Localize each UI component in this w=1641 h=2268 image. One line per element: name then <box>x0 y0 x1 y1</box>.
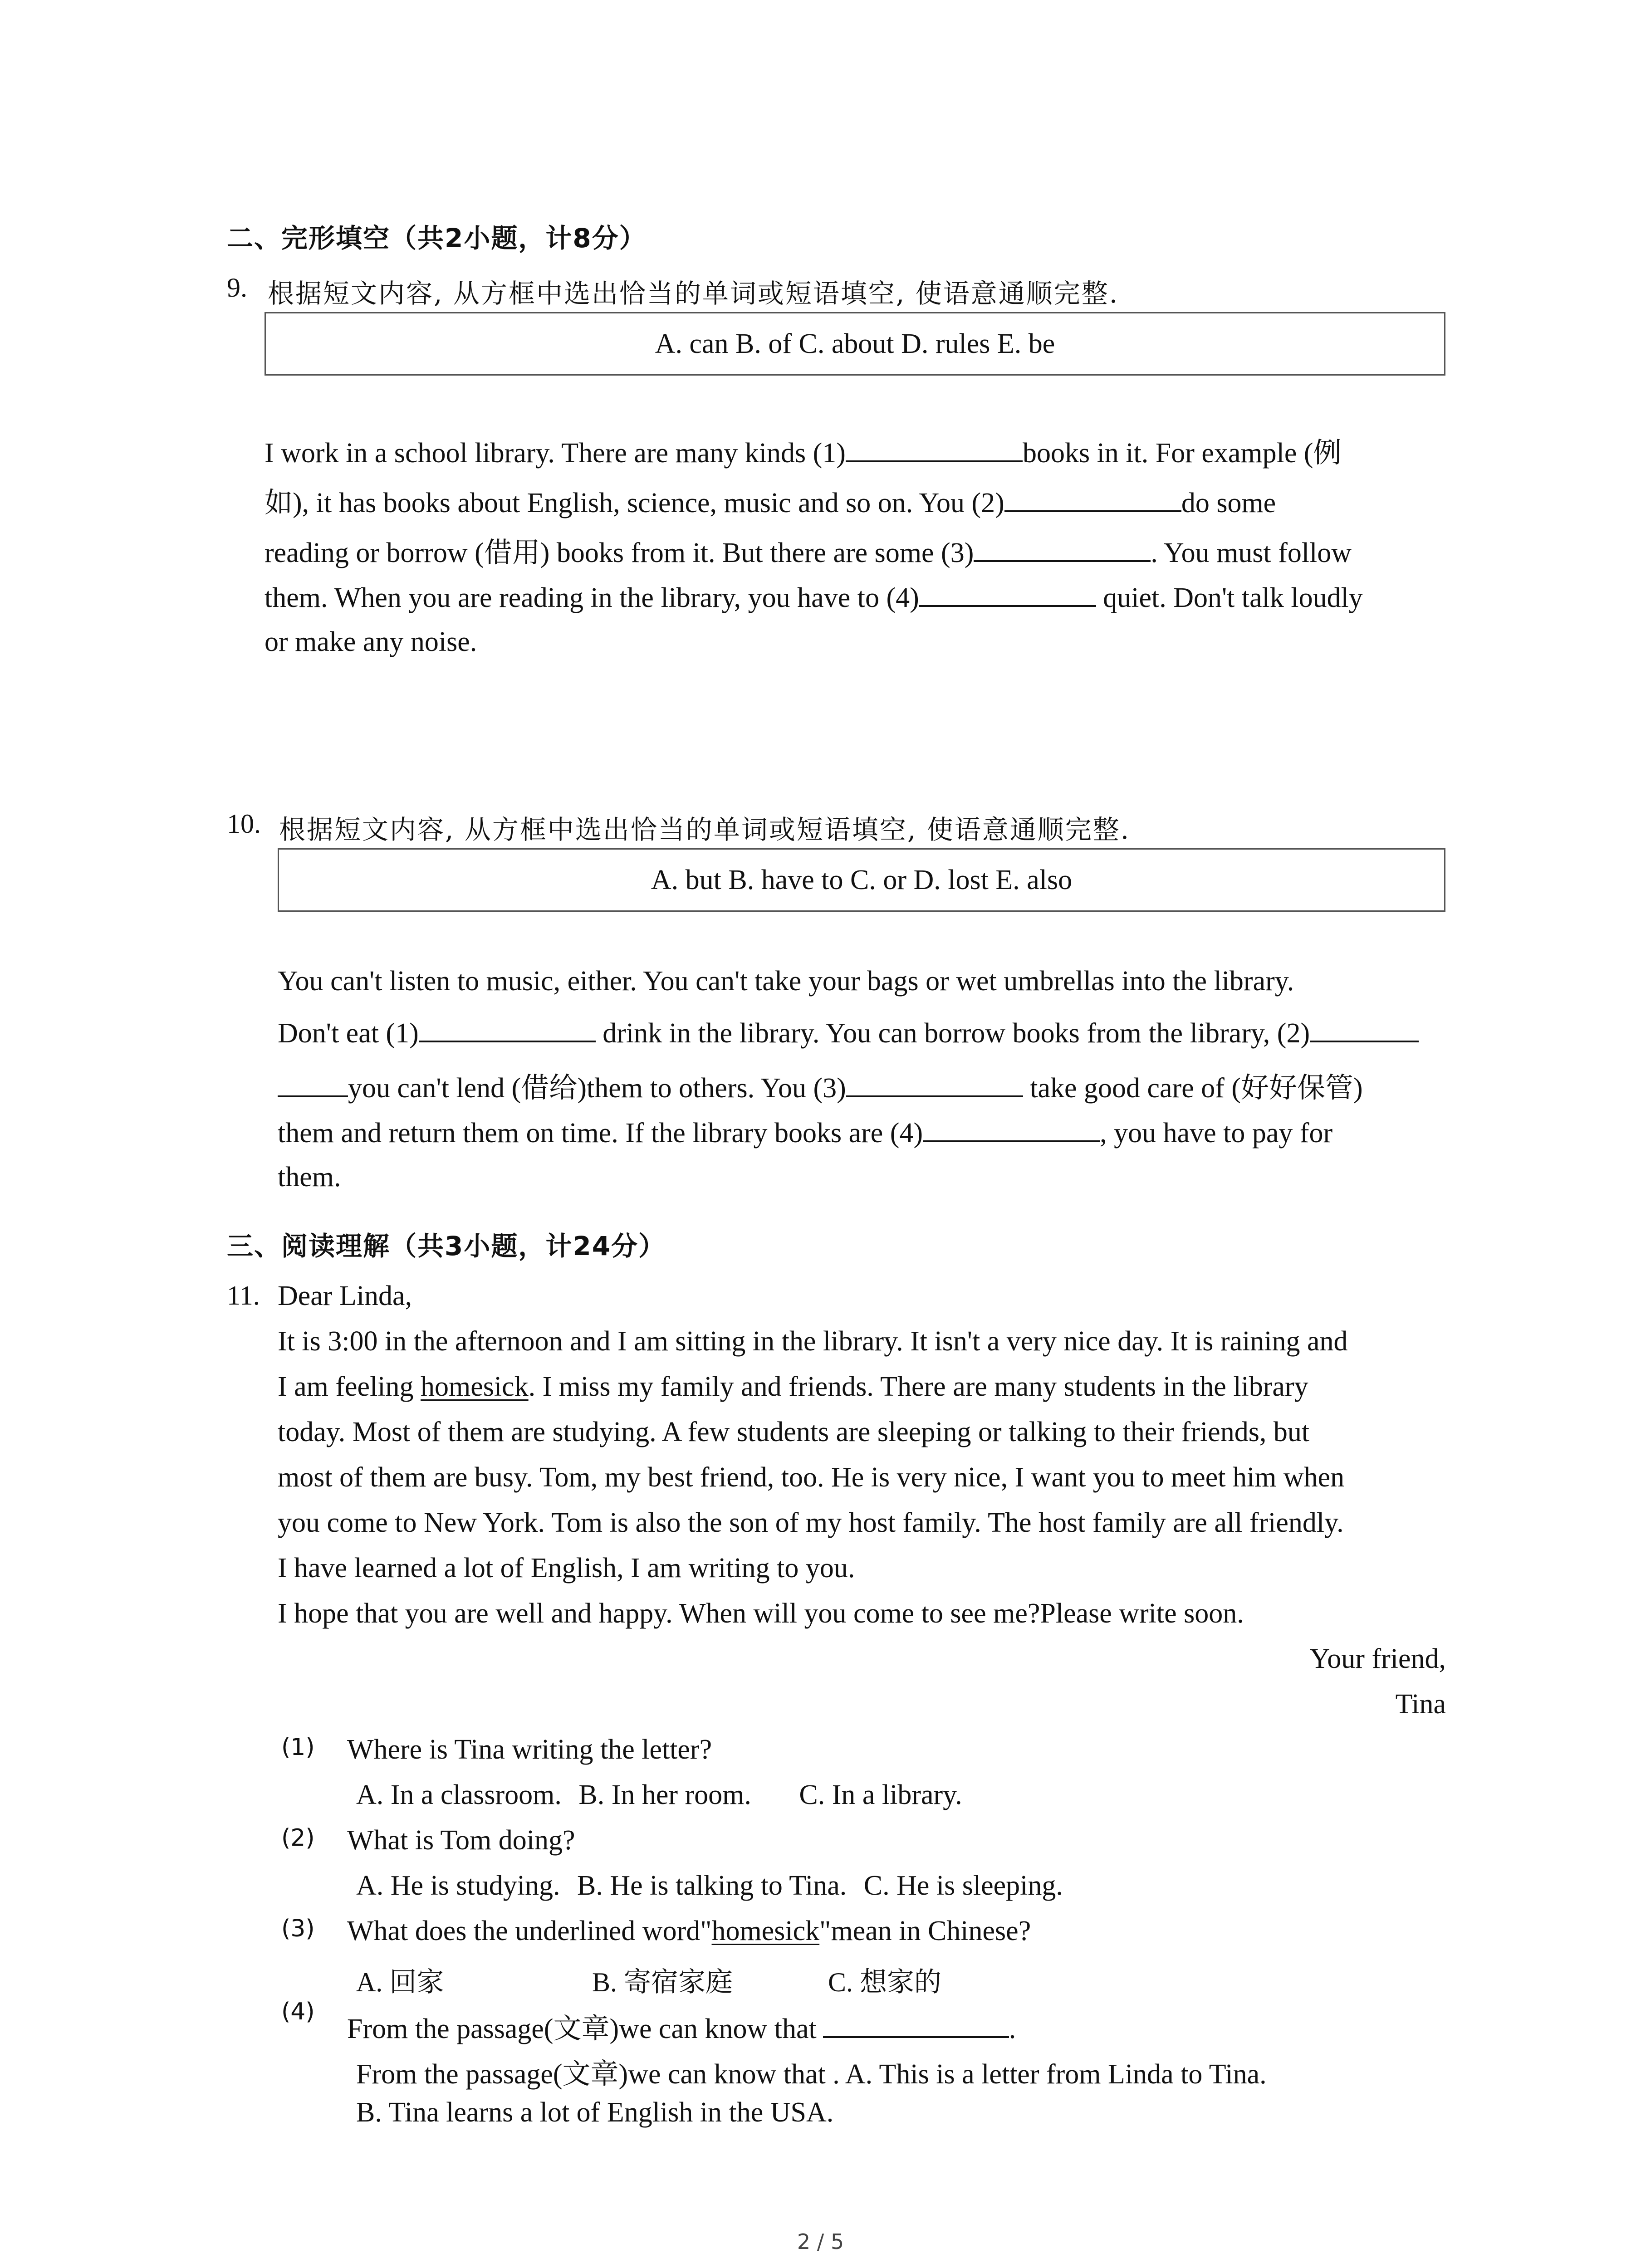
blank-2-start[interactable] <box>1310 1015 1419 1042</box>
passage-text: them and return them on time. If the library books are (4) <box>278 1118 923 1149</box>
subquestion-1-number: (1) <box>281 1734 315 1761</box>
letter-text: . I miss my family and friends. There are many students in the library <box>528 1371 1308 1402</box>
page-number: 2 / 5 <box>797 2229 844 2254</box>
passage-text: You can't listen to music, either. You can't take your bags or wet umbrellas into the library. <box>278 966 1294 997</box>
question-9-number: 9. <box>227 273 247 303</box>
blank-3[interactable] <box>846 1070 1023 1097</box>
option-c[interactable]: C. He is sleeping. <box>863 1870 1063 1901</box>
passage-text: do some <box>1181 488 1276 518</box>
letter-line: today. Most of them are studying. A few students are sleeping or talking to their friends, but <box>278 1417 1310 1447</box>
passage-text: take good care of (好好保管) <box>1023 1073 1363 1104</box>
word-box-options: A. can B. of C. about D. rules E. be <box>655 328 1055 359</box>
passage-text: I work in a school library. There are many kinds (1) <box>265 438 846 469</box>
subquestion-1-text: Where is Tina writing the letter? <box>347 1734 712 1765</box>
question-text: "mean in Chinese? <box>819 1916 1031 1946</box>
passage-text: books in it. For example (例 <box>1022 438 1342 469</box>
passage-text: you can't lend (借给)them to others. You (3) <box>348 1073 846 1104</box>
subquestion-3-options <box>356 1960 941 1999</box>
question-11-number: 11. <box>227 1281 260 1310</box>
passage-text: quiet. Don't talk loudly <box>1096 582 1363 613</box>
passage-text: . You must follow <box>1151 538 1352 568</box>
passage-text: or make any noise. <box>265 626 477 657</box>
blank-2[interactable] <box>1004 485 1181 512</box>
subquestion-4-extra-2: B. Tina learns a lot of English in the USA. <box>356 2097 834 2128</box>
blank-1[interactable] <box>846 435 1023 462</box>
option-c[interactable]: C. In a library. <box>799 1779 962 1810</box>
subquestion-2-number: (2) <box>281 1824 315 1852</box>
blank-4[interactable] <box>923 1115 1100 1142</box>
option-b[interactable]: B. He is talking to Tina. <box>577 1870 847 1901</box>
question-9-word-box <box>265 312 1445 376</box>
letter-line: I have learned a lot of English, I am writing to you. <box>278 1553 855 1584</box>
subquestion-4-number: (4) <box>281 1998 315 2025</box>
passage-text: 如), it has books about English, science, music and so on. You (2) <box>265 488 1004 518</box>
section-title-cloze: 二、完形填空（共2小题，计8分） <box>227 223 647 254</box>
option-a[interactable]: A. He is studying. <box>356 1870 560 1901</box>
subquestion-3-text <box>347 1915 1031 1947</box>
option-a[interactable]: A. 回家 <box>356 1967 444 1997</box>
underlined-word: homesick <box>711 1916 820 1946</box>
letter-signature: Tina <box>1395 1689 1446 1720</box>
option-b[interactable]: B. In her room. <box>578 1779 751 1810</box>
blank-2-end[interactable] <box>278 1070 348 1097</box>
subquestion-3-number: (3) <box>281 1915 315 1942</box>
letter-line: you come to New York. Tom is also the son of my host family. The host family are all friendly. <box>278 1507 1344 1538</box>
subquestion-4-text <box>347 2006 1016 2046</box>
passage-text: them. <box>278 1162 341 1193</box>
letter-line: I hope that you are well and happy. When will you come to see me?Please write soon. <box>278 1598 1244 1629</box>
letter-line <box>278 1371 1308 1403</box>
option-b[interactable]: B. 寄宿家庭 <box>592 1967 733 1997</box>
passage-text: , you have to pay for <box>1100 1118 1333 1149</box>
letter-line: most of them are busy. Tom, my best friend, too. He is very nice, I want you to meet him when <box>278 1462 1345 1493</box>
option-c[interactable]: C. 想家的 <box>828 1967 942 1997</box>
question-10-number: 10. <box>227 809 261 839</box>
blank-4[interactable] <box>919 580 1096 607</box>
letter-greeting: Dear Linda, <box>278 1281 412 1311</box>
blank-1[interactable] <box>419 1015 596 1042</box>
passage-text: reading or borrow (借用) books from it. But there are some (3) <box>265 538 974 568</box>
question-9-instruction: 根据短文内容, 从方框中选出恰当的单词或短语填空, 使语意通顺完整. <box>268 278 1119 309</box>
letter-line: It is 3:00 in the afternoon and I am sitting in the library. It isn't a very nice day. It is raining and <box>278 1326 1348 1357</box>
period: . <box>1009 2014 1016 2044</box>
letter-text: I am feeling <box>278 1371 421 1402</box>
passage-text: drink in the library. You can borrow books from the library, (2) <box>595 1018 1310 1049</box>
section-title-reading: 三、阅读理解（共3小题，计24分） <box>227 1231 666 1261</box>
underlined-word: homesick <box>421 1371 529 1402</box>
subquestion-4-extra-1: From the passage(文章)we can know that . A. This is a letter from Linda to Tina. <box>356 2059 1267 2090</box>
word-box-options: A. but B. have to C. or D. lost E. also <box>651 864 1073 895</box>
subquestion-2-options <box>356 1870 1063 1902</box>
passage-text: Don't eat (1) <box>278 1018 419 1049</box>
question-text: What does the underlined word" <box>347 1916 712 1946</box>
answer-blank[interactable] <box>823 2011 1009 2038</box>
subquestion-1-options <box>356 1779 962 1811</box>
question-10-word-box <box>278 848 1445 912</box>
question-text: From the passage(文章)we can know that <box>347 2014 817 2044</box>
passage-text: them. When you are reading in the library, you have to (4) <box>265 582 919 613</box>
blank-3[interactable] <box>974 535 1151 562</box>
subquestion-2-text: What is Tom doing? <box>347 1825 575 1856</box>
question-10-instruction: 根据短文内容, 从方框中选出恰当的单词或短语填空, 使语意通顺完整. <box>279 814 1131 845</box>
option-a[interactable]: A. In a classroom. <box>356 1779 562 1810</box>
letter-closing: Your friend, <box>1309 1643 1446 1674</box>
